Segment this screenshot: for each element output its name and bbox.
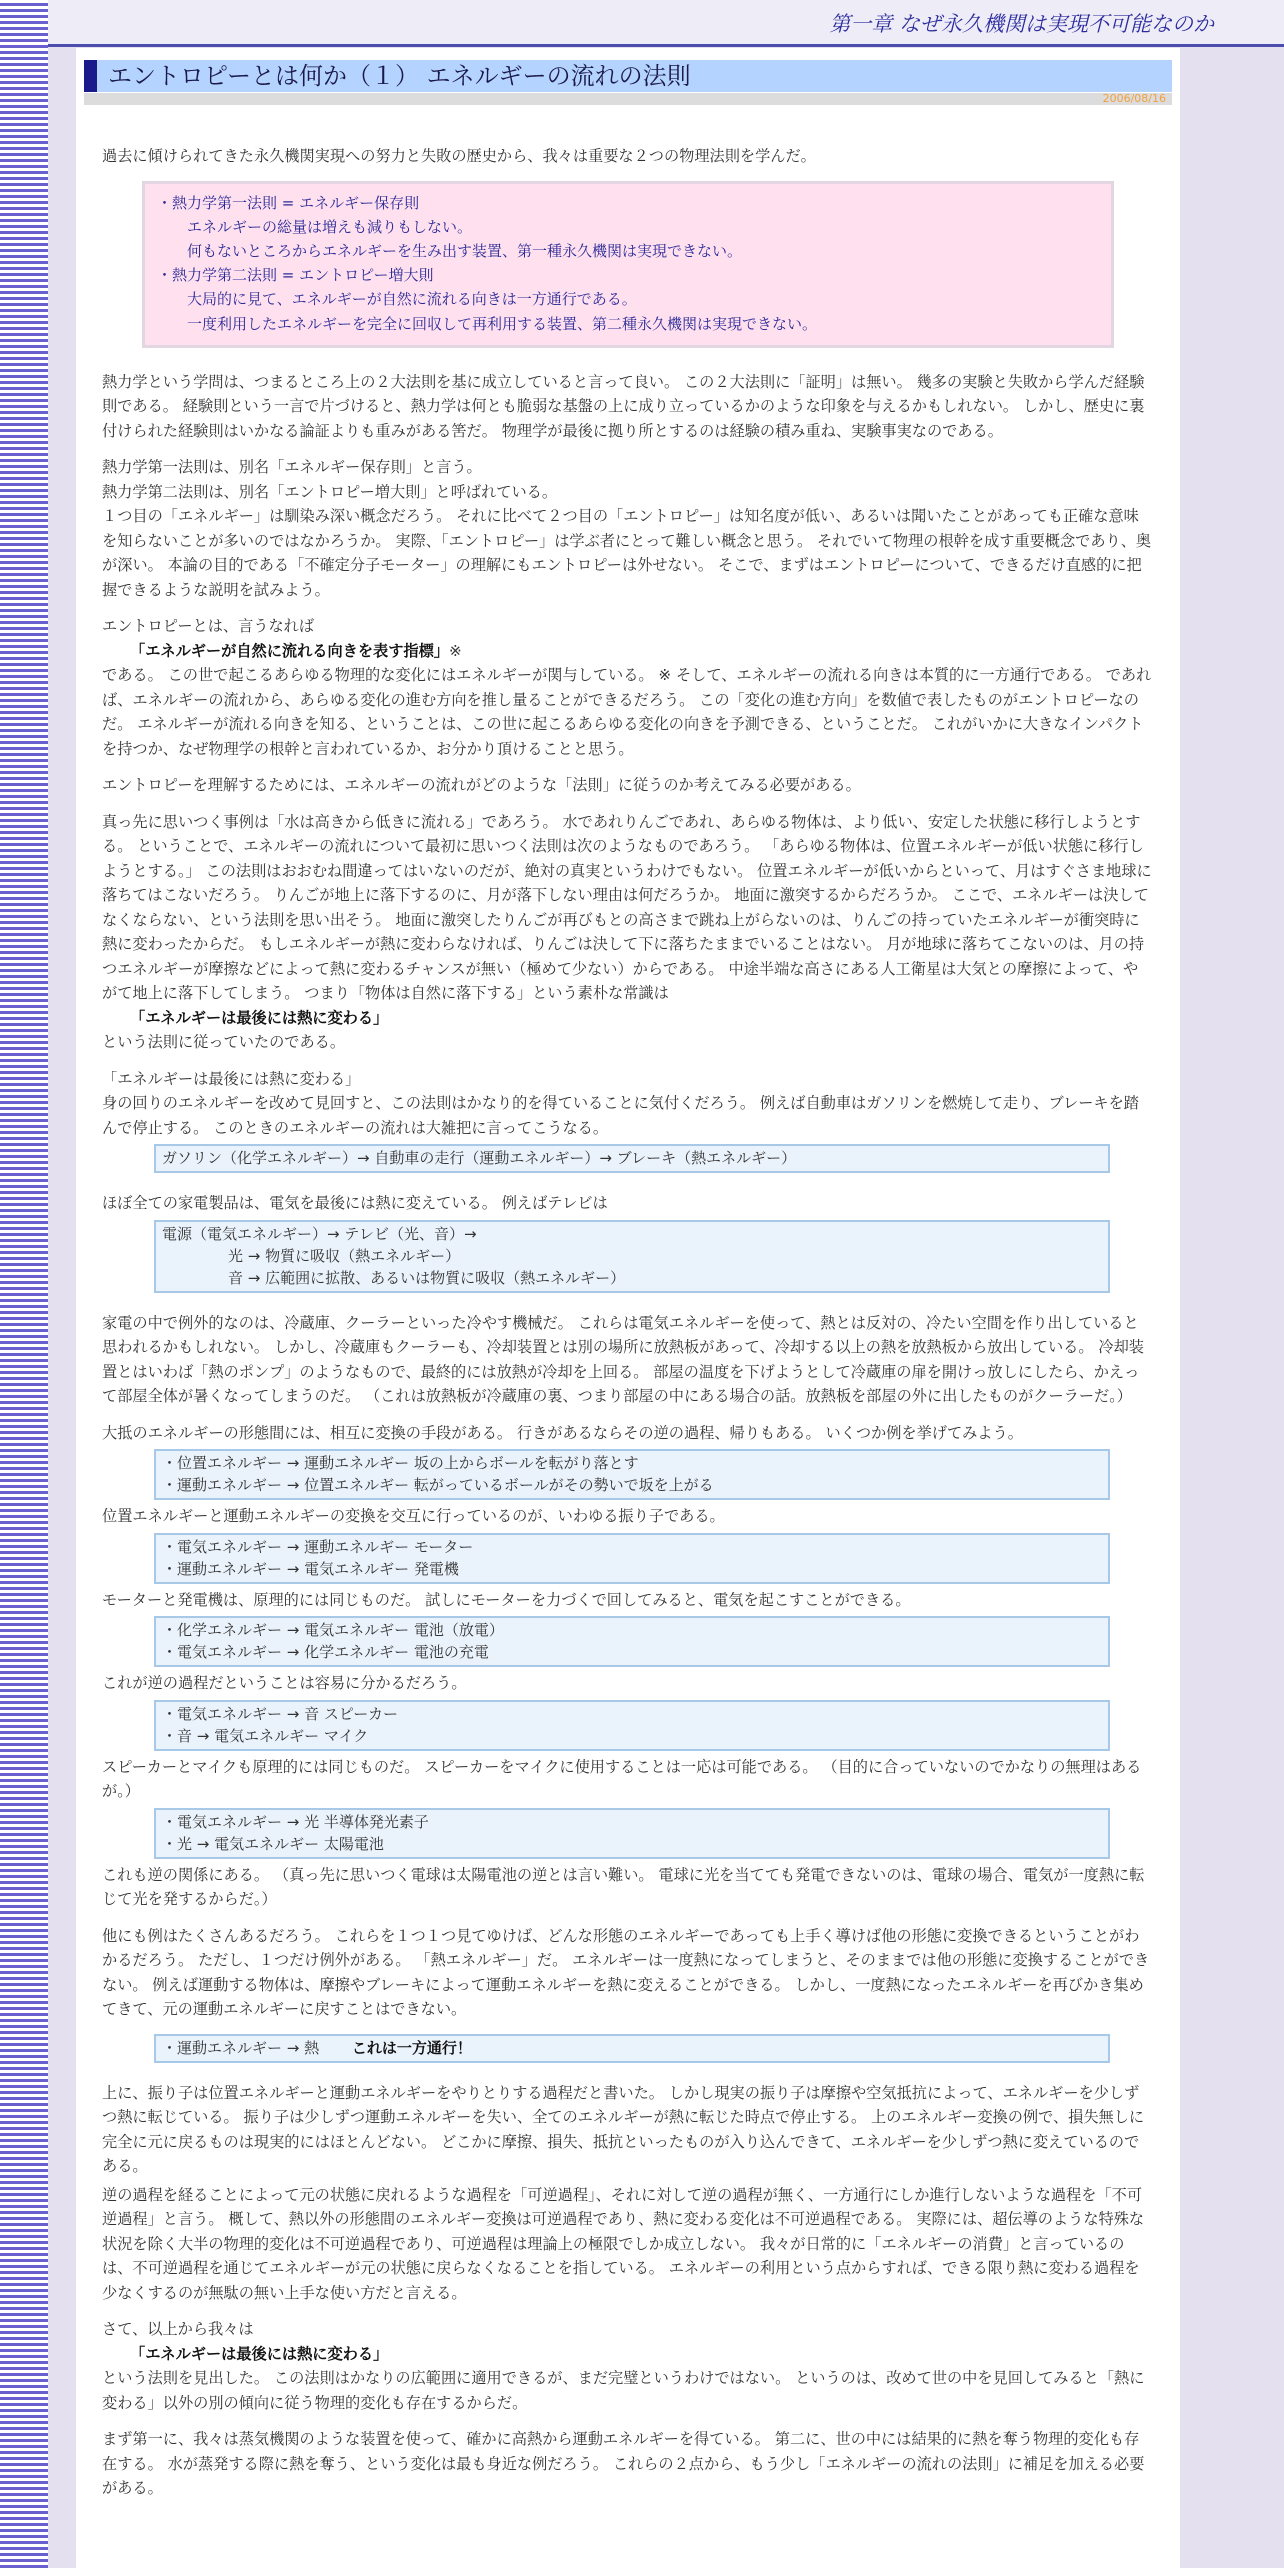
text-line: 「エネルギーは最後には熱に変わる」 <box>102 1069 361 1088</box>
chapter-title-link[interactable]: 第一章 なぜ永久機関は実現不可能なのか <box>829 12 1214 36</box>
law-detail: 大局的に見て、エネルギーが自然に流れる向きは一方通行である。 <box>187 290 637 309</box>
comment-line: スピーカーとマイクも原理的には同じものだ。 スピーカーをマイクに使用することは一応は可能である。 （目的に合っていないのでかなりの無理はあるが。） <box>102 1757 1142 1801</box>
flow-line: ・位置エネルギー → 運動エネルギー 坂の上からボールを転がり落とす <box>162 1454 639 1473</box>
paragraph <box>102 810 1152 1055</box>
conversion-pair-box <box>154 1616 1110 1667</box>
flow-line: ・光 → 電気エネルギー 太陽電池 <box>162 1834 384 1853</box>
flow-line: ・音 → 電気エネルギー マイク <box>162 1726 369 1745</box>
flow-line: ・運動エネルギー → 位置エネルギー 転がっているボールがその勢いで坂を上がる <box>162 1476 714 1495</box>
text-line: 真っ先に思いつく事例は「水は高きから低きに流れる」であろう。 水であれりんごであれ、あらゆる物体は、より低い、安定した状態に移行しようとする。 ということで、エネルギーの流れについて最初に思いつく法則は次のようなものであろう。 「あらゆる物体は、位置エネルギーが低い状態に移行しようとする。」 この法則はおおむね間違ってはいないのだが、絶対の真実というわけでもない。 位置エネルギーが低いからといって、月はすぐさま地球に落ちてはこないだろう。 りんごが地上に落下するのに、月が落下しない理由は何だろうか。 地面に激突するからだろうか。 ここで、エネルギーは決してなくならない、という法則を思い出そう。 地面に激突したりんごが再びもとの高さまで跳ね上がらないのは、りんごの持っていたエネルギーが衝突時に熱に変わったからだ。 もしエネルギーが熱に変わらなければ、りんごは決して下に落ちたままでいることはない。 月が地球に落ちてこないのは、月の持つエネルギーが摩擦などによって熱に変わるチャンスが無い（極めて少ない）からである。 中途半端な高さにある人工衛星は大気との摩擦によって、やがて地上に落下してしまう。 つまり「物体は自然に落下する」という素朴な常識は <box>102 812 1152 1003</box>
comment-line: これも逆の関係にある。 （真っ先に思いつく電球は太陽電池の逆とは言い難い。 電球に光を当てても発電できないのは、電球の場合、電気が一度熱に転じて光を発するからだ。） <box>102 1865 1145 1909</box>
text-line: 熱力学第二法則は、別名「エントロピー増大則」と呼ばれている。 <box>102 482 558 501</box>
paragraph <box>102 2317 1152 2415</box>
law-detail: エネルギーの総量は増えも減りもしない。 <box>187 217 473 236</box>
thermodynamics-laws-box <box>142 181 1114 348</box>
key-phrase: これは一方通行！ <box>351 2038 472 2057</box>
law-heading: ・熱力学第二法則 = エントロピー増大則 <box>157 266 434 285</box>
paragraph: 過去に傾けられてきた永久機関実現への努力と失敗の歴史から、我々は重要な２つの物理法則を学んだ。 <box>102 147 816 165</box>
comment-line: 位置エネルギーと運動エネルギーの変換を交互に行っているのが、いわゆる振り子である。 <box>102 1507 725 1526</box>
flow-line: 音 → 広範囲に拡散、あるいは物質に吸収（熱エネルギー） <box>228 1268 626 1287</box>
conversion-pair-box <box>154 1808 1110 1859</box>
law-detail: 何もないところからエネルギーを生み出す装置、第一種永久機関は実現できない。 <box>187 241 743 260</box>
side-stripe-decoration <box>0 0 48 2568</box>
conversion-pair-box <box>154 1700 1110 1751</box>
chapter-header <box>48 0 1284 47</box>
flow-line: ガソリン（化学エネルギー）→ 自動車の走行（運動エネルギー）→ ブレーキ（熱エネルギー） <box>162 1149 797 1168</box>
energy-flow-box <box>154 1220 1110 1293</box>
paragraph <box>102 1067 1152 1141</box>
text-line: エントロピーとは、言うなれば <box>102 617 315 636</box>
key-phrase: 「エネルギーは最後には熱に変わる」 <box>130 1008 389 1027</box>
paragraph: 上に、振り子は位置エネルギーと運動エネルギーをやりとりする過程だと書いた。 しかし現実の振り子は摩擦や空気抵抗によって、エネルギーを少しずつ熱に転じている。 振り子は少しずつ運動エネルギーを失い、全てのエネルギーが熱に転じた時点で停止する。 上のエネルギー変換の例で、損失無しに完全に元に戻るものは現実的にはほとんどない。 どこかに摩擦、損失、抵抗といったものが入り込んできて、エネルギーを少しずつ熱に変えているのである。 <box>102 2083 1145 2176</box>
conversion-pair-box <box>154 1449 1110 1500</box>
key-phrase: 「エネルギーが自然に流れる向きを表す指標」 <box>130 641 449 660</box>
article-date: 2006/08/16 <box>1102 92 1166 105</box>
article-body <box>102 144 1152 2513</box>
flow-line: 電源（電気エネルギー）→ テレビ（光、音）→ <box>162 1224 477 1243</box>
article-title-bar <box>84 60 1172 92</box>
text-line: 身の回りのエネルギーを改めて見回すと、この法則はかなり的を得ていることに気付くだろう。 例えば自動車はガソリンを燃焼して走り、ブレーキを踏んで停止する。 このときのエネルギーの流れは大雑把に言ってこうなる。 <box>102 1094 1139 1137</box>
law-heading: ・熱力学第一法則 = エネルギー保存則 <box>157 193 420 212</box>
paragraph: 大抵のエネルギーの形態間には、相互に変換の手段がある。 行きがあるならその逆の過程、帰りもある。 いくつか例を挙げてみよう。 <box>102 1423 1023 1442</box>
paragraph: まず第一に、我々は蒸気機関のような装置を使って、確かに高熱から運動エネルギーを得ている。 第二に、世の中には結果的に熱を奪う物理的変化も存在する。 水が蒸発する際に熱を奪う、という変化は最も身近な例だろう。 これらの２点から、もう少し「エネルギーの流れの法則」に補足を加える必要がある。 <box>102 2430 1145 2498</box>
law-detail: 一度利用したエネルギーを完全に回収して再利用する装置、第二種永久機関は実現できない。 <box>187 314 818 333</box>
comment-line: モーターと発電機は、原理的には同じものだ。 試しにモーターを力づくで回してみると、電気を起こすことができる。 <box>102 1590 911 1609</box>
comment-line: これが逆の過程だということは容易に分かるだろう。 <box>102 1674 467 1693</box>
flow-line: ・電気エネルギー → 光 半導体発光素子 <box>162 1812 429 1831</box>
flow-line: ・化学エネルギー → 電気エネルギー 電池（放電） <box>162 1621 504 1640</box>
text-line: という法則を見出した。 この法則はかなりの広範囲に適用できるが、まだ完璧というわけではない。 というのは、改めて世の中を見回してみると「熱に変わる」以外の別の傾向に従う物理的変化も存在するからだ。 <box>102 2369 1145 2412</box>
paragraph: 熱力学という学問は、つまるところ上の２大法則を基に成立していると言って良い。 この２大法則に「証明」は無い。 幾多の実験と失敗から学んだ経験則である。 経験則という一言で片づけると、熱力学は何とも脆弱な基盤の上に成り立っているかのような印象を与えるかもしれない。 しかし、歴史に裏付けられた経験則はいかなる論証よりも重みがある筈だ。 物理学が最後に拠り所とするのは経験の積み重ね、実験事実なのである。 <box>102 372 1145 440</box>
paragraph: 家電の中で例外的なのは、冷蔵庫、クーラーといった冷やす機械だ。 これらは電気エネルギーを使って、熱とは反対の、冷たい空間を作り出していると思われるかもしれない。 しかし、冷蔵庫もクーラーも、冷却装置とは別の場所に放熱板があって、冷却する以上の熱を放熱板から放出している。 冷却装置とはいわば「熱のポンプ」のようなもので、最終的には放熱が冷却を上回る。 部屋の温度を下げようとして冷蔵庫の扉を開けっ放しにしたら、かえって部屋全体が暑くなってしまうのだ。 （これは放熱板が冷蔵庫の裏、つまり部屋の中にある場合の話。放熱板を部屋の外に出したものがクーラーだ。） <box>102 1313 1144 1406</box>
article-title: エントロピーとは何か（１） エネルギーの流れの法則 <box>108 62 691 90</box>
flow-line: ・電気エネルギー → 化学エネルギー 電池の充電 <box>162 1643 489 1662</box>
flow-line: ・運動エネルギー → 熱 <box>162 2038 320 2057</box>
paragraph: 他にも例はたくさんあるだろう。 これらを１つ１つ見てゆけば、どんな形態のエネルギーであっても上手く導けば他の形態に変換できるということがわかるだろう。 ただし、１つだけ例外がある。 「熱エネルギー」だ。 エネルギーは一度熱になってしまうと、そのままでは他の形態に変換することができない。 例えば運動する物体は、摩擦やブレーキによって運動エネルギーを熱に変えることができる。 しかし、一度熱になったエネルギーを再びかき集めてきて、元の運動エネルギーに戻すことはできない。 <box>102 1926 1150 2019</box>
text-line: という法則に従っていたのである。 <box>102 1033 345 1052</box>
conversion-pair-box <box>154 1533 1110 1584</box>
irreversible-flow-box <box>154 2034 1110 2063</box>
text-line: さて、以上から我々は <box>102 2320 254 2339</box>
footnote-mark: ※ <box>448 641 462 660</box>
text-line: である。 この世で起こるあらゆる物理的な変化にはエネルギーが関与している。 ※ そして、エネルギーの流れる向きは本質的に一方通行である。 であれば、エネルギーの流れから、あらゆる変化の進む方向を推し量ることができるだろう。 この「変化の進む方向」を数値で表したものがエントロピーなのだ。 エネルギーが流れる向きを知る、ということは、この世に起こるあらゆる変化の向きを予測できる、ということだ。 これがいかに大きなインパクトを持つか、なぜ物理学の根幹と言われているか、お分かり頂けることと思う。 <box>102 666 1152 758</box>
energy-flow-box <box>154 1144 1110 1173</box>
flow-line: ・運動エネルギー → 電気エネルギー 発電機 <box>162 1559 459 1578</box>
flow-line: ・電気エネルギー → 運動エネルギー モーター <box>162 1537 474 1556</box>
paragraph: エントロピーを理解するためには、エネルギーの流れがどのような「法則」に従うのか考えてみる必要がある。 <box>102 776 861 795</box>
key-phrase: 「エネルギーは最後には熱に変わる」 <box>130 2344 389 2363</box>
paragraph <box>102 614 1152 761</box>
flow-line: ・電気エネルギー → 音 スピーカー <box>162 1704 398 1723</box>
text-line: 熱力学第一法則は、別名「エネルギー保存則」と言う。 <box>102 458 482 477</box>
paragraph: 逆の過程を経ることによって元の状態に戻れるような過程を「可逆過程」、それに対して逆の過程が無く、一方通行にしか進行しないような過程を「不可逆過程」と言う。 概して、熱以外の形態間のエネルギー変換は可逆過程であり、熱に変わる変化は不可逆過程である。 実際には、超伝導のような特殊な状況を除く大半の物理的変化は不可逆過程であり、可逆過程は理論上の極限でしか成立しない。 我々が日常的に「エネルギーの消費」と言っているのは、不可逆過程を通じてエネルギーが元の状態に戻らなくなることを指している。 エネルギーの利用という点からすれば、できる限り熱に変わる過程を少なくするのが無駄の無い上手な使い方だと言える。 <box>102 2185 1145 2302</box>
paragraph <box>102 455 1152 602</box>
date-bar <box>84 93 1172 105</box>
article-page <box>76 48 1180 2568</box>
flow-line: 光 → 物質に吸収（熱エネルギー） <box>228 1246 461 1265</box>
text-line: １つ目の「エネルギー」は馴染み深い概念だろう。 それに比べて２つ目の「エントロピー」は知名度が低い、あるいは聞いたことがあっても正確な意味を知らないことが多いのではなかろうか。 実際、「エントロピー」は学ぶ者にとって難しい概念と思う。 それでいて物理の根幹を成す重要概念であり、奥が深い。 本論の目的である「不確定分子モーター」の理解にもエントロピーは外せない。 そこで、まずはエントロピーについて、できるだけ直感的に把握できるような説明を試みよう。 <box>102 507 1152 599</box>
title-marker <box>84 60 97 92</box>
paragraph: ほぼ全ての家電製品は、電気を最後には熱に変えている。 例えばテレビは <box>102 1194 608 1213</box>
